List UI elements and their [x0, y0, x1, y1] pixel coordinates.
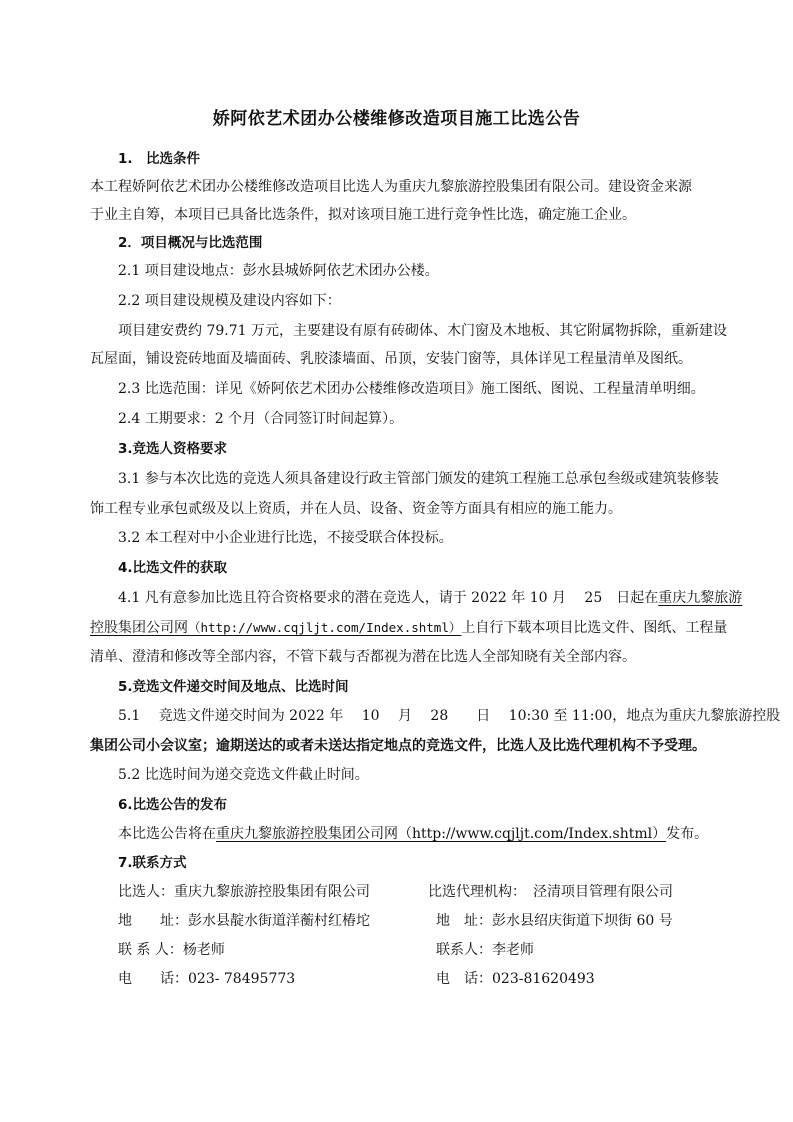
section-3-1-line-1: 3.1 参与本次比选的竞选人须具备建设行政主管部门颁发的建筑工程施工总承包叁级或建筑装修装: [118, 471, 719, 487]
section-5-1-line-2: 集团公司小会议室；逾期送达的或者未送达指定地点的竞选文件，比选人及比选代理机构不予受理。: [90, 738, 706, 754]
section-5-2: 5.2 比选时间为递交竞选文件截止时间。: [118, 767, 369, 783]
contact-left-row-1: 比选人：重庆九黎旅游控股集团有限公司: [118, 884, 370, 900]
section-6-text: 本比选公告将在: [118, 826, 216, 842]
section-5-1-line-1: 5.1 竞选文件递交时间为 2022 年 10 月 28 日 10:30 至 11:00，地点为重庆九黎旅游控股: [118, 708, 781, 724]
section-2-1: 2.1 项目建设地点：彭水县城娇阿依艺术团办公楼。: [118, 263, 439, 279]
publish-website-link[interactable]: 重庆九黎旅游控股集团公司网（http://www.cqjljt.com/Index.shtml）: [216, 826, 667, 842]
section-6-heading: 6.比选公告的发布: [118, 797, 228, 813]
section-2-2-paragraph-line-2: 瓦屋面，铺设瓷砖地面及墙面砖、乳胶漆墙面、吊顶，安装门窗等，具体详见工程量清单及图纸。: [90, 351, 692, 367]
section-1-heading: 1. 比选条件: [118, 151, 201, 167]
section-4-heading: 4.比选文件的获取: [118, 560, 228, 576]
contact-left-row-2: 地 址：彭水县靛水街道洋蘅村红椿坨: [118, 913, 370, 929]
section-6-line: [118, 824, 708, 844]
section-2-2-paragraph-line-1: 项目建安费约 79.71 万元，主要建设有原有砖砌体、木门窗及木地板、其它附属物拆除，重新建设: [118, 323, 727, 339]
section-4-1-text: 4.1 凡有意参加比选且符合资格要求的潜在竞选人，请于 2022 年 10 月 25 日起在: [118, 590, 659, 606]
contact-left-row-4: 电 话：023- 78495773: [118, 971, 296, 987]
contact-right-row-3: 联系人：李老师: [436, 942, 534, 958]
section-3-2: 3.2 本工程对中小企业进行比选，不接受联合体投标。: [118, 530, 453, 546]
section-4-1-text-cont: 上自行下载本项目比选文件、图纸、工程量: [461, 620, 728, 636]
section-6-text-end: 发布。: [666, 826, 709, 842]
section-7-heading: 7.联系方式: [118, 855, 187, 871]
section-2-3: 2.3 比选范围：详见《娇阿依艺术团办公楼维修改造项目》施工图纸、图说、工程量清单明细。: [118, 381, 705, 397]
group-website-link-part-2[interactable]: 控股集团公司网: [90, 620, 188, 636]
section-3-heading: 3.竞选人资格要求: [118, 441, 228, 457]
contact-left-row-3: 联 系 人：杨老师: [118, 942, 225, 958]
section-2-4: 2.4 工期要求：2 个月（合同签订时间起算）。: [118, 411, 404, 427]
section-4-1-line-2: [90, 618, 727, 638]
group-website-url[interactable]: （http://www.cqjljt.com/Index.shtml）: [188, 620, 462, 635]
group-website-link-part-1[interactable]: 重庆九黎旅游: [658, 590, 743, 606]
section-3-1-line-2: 饰工程专业承包贰级及以上资质，并在人员、设备、资金等方面具有相应的施工能力。: [90, 501, 622, 517]
contact-right-row-2: 地 址：彭水县绍庆街道下坝街 60 号: [436, 913, 673, 929]
contact-right-row-4: 电 话：023-81620493: [436, 971, 595, 987]
section-4-1-line-1: [118, 588, 742, 608]
section-2-2: 2.2 项目建设规模及建设内容如下：: [118, 293, 341, 309]
section-1-paragraph-line-1: 本工程娇阿依艺术团办公楼维修改造项目比选人为重庆九黎旅游控股集团有限公司。建设资金来源: [90, 179, 692, 195]
section-2-heading: 2．项目概况与比选范围: [118, 235, 263, 251]
section-4-1-line-3: 清单、澄清和修改等全部内容，不管下载与否都视为潜在比选人全部知晓有关全部内容。: [90, 649, 636, 665]
section-5-heading: 5.竞选文件递交时间及地点、比选时间: [118, 679, 349, 695]
section-1-paragraph-line-2: 于业主自筹，本项目已具备比选条件，拟对该项目施工进行竞争性比选，确定施工企业。: [90, 207, 636, 223]
contact-right-row-1: 比选代理机构： 泾清项目管理有限公司: [428, 884, 673, 900]
document-title: 娇阿依艺术团办公楼维修改造项目施工比选公告: [212, 109, 581, 129]
